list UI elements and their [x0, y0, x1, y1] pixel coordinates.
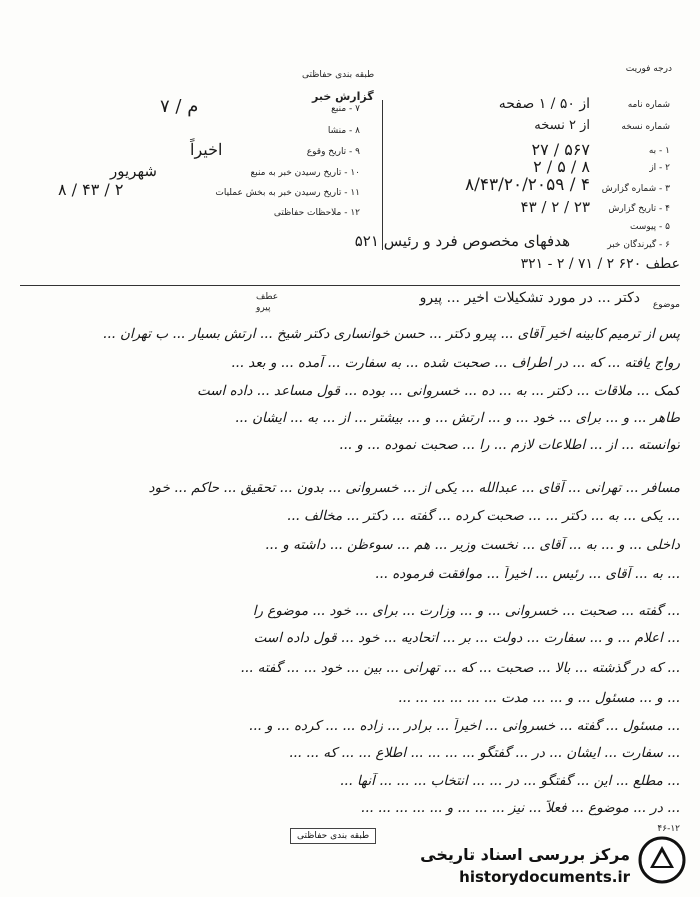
field-recipients-label: ۶ - گیرندگان خبر [607, 240, 670, 250]
body-line: مسافر ... تهرانی ... آقای ... عبدالله ... یکی از ... خسروانی ... بدون ... تحقیق ... حاکم ... خود [148, 480, 680, 496]
body-line: ... سفارت ... ایشان ... در ... گفتگو ... ... ... ... اطلاع ... ... که ... ... [288, 745, 680, 761]
watermark-en: historydocuments.ir [459, 868, 630, 886]
field-source-value: ۷ / م [160, 96, 199, 117]
field-ops-receive-date-value: ۸ / ۴۳ / ۲ [58, 180, 124, 199]
field-ops-receive-date-label: ۱۱ - تاریخ رسیدن خبر به بخش عملیات [215, 188, 360, 198]
field-report-number-value: ۸/۴۳/۲۰/۲۰۵۹ / ۴ [464, 175, 590, 195]
page-number: ۴۶-۱۲ [657, 824, 680, 834]
body-line: ... مطلع ... این ... گفتگو ... در ... ... انتخاب ... ... ... آنها ... [339, 773, 680, 789]
field-report-number-label: ۳ - شماره گزارش [601, 184, 670, 194]
field-source-label: ۷ - منبع [331, 104, 360, 114]
field-copy-number-label: شماره نسخه [621, 122, 670, 132]
field-letter-number-label: شماره نامه [627, 100, 670, 110]
urgency-label: درجه فوریت [625, 64, 672, 74]
field-report-date-value: ۴۳ / ۲ / ۲۳ [520, 198, 590, 216]
subject-label: موضوع [652, 300, 680, 310]
field-origin-label: ۸ - منشا [327, 126, 360, 136]
field-from-value: ۲ / ۵ / ۸ [533, 157, 590, 176]
watermark-fa: مرکز بررسی اسناد تاریخی [420, 845, 630, 864]
body-line: ... به ... آقای ... رئیس ... اخیراً ... موافقت فرموده ... [375, 566, 680, 582]
body-line: توانسته ... از ... اطلاعات لازم ... را ... صحبت نموده ... و ... [339, 437, 680, 453]
field-letter-number-value: از ۵۰ / ۱ صفحه [498, 96, 590, 112]
field-from-label: ۲ - از [649, 163, 670, 173]
body-line: ... و ... مسئول ... و ... ... مدت ... ... ... ... ... ... [398, 690, 680, 706]
field-copy-number-value: از ۲ نسخه [534, 118, 590, 133]
field-to-label: ۱ - به [648, 146, 670, 156]
classification-label: طبقه بندی حفاظتی [302, 70, 375, 80]
report-title: گزارش خبر [312, 90, 374, 103]
body-line: داخلی ... و ... به ... آقای ... نخست وزیر ... هم ... سوءظن ... داشته و ... [265, 537, 680, 553]
field-source-receive-date-value: شهریور [110, 162, 157, 180]
field-source-receive-date-label: ۱۰ - تاریخ رسیدن خبر به منبع [250, 168, 360, 178]
header-divider [382, 100, 383, 250]
body-line: ... که در گذشته ... بالا ... صحبت ... که ... تهرانی ... بین ... خود ... ... گفته ... [240, 660, 680, 676]
body-line: پس از ترمیم کابینه اخیر آقای ... پیرو دکتر ... حسن خوانساری دکتر شیخ ... ارتش بسیار ... ب تهران ... [102, 326, 680, 342]
header-rule [20, 285, 680, 286]
peyro-label: پیرو [256, 303, 271, 313]
field-to-value: ۲۷ / ۵۶۷ [531, 140, 590, 159]
body-line: طاهر ... و ... برای ... خود ... و ... ارتش ... و ... بیشتر ... از ... به ... ایشان ... [234, 410, 680, 426]
field-attachment-label: ۵ - پیوست [629, 222, 670, 232]
field-recipients-value: ۵۲۱ هدفهای مخصوص فرد و رئیس [354, 232, 570, 250]
body-line: ... اعلام ... و ... سفارت ... دولت ... بر ... اتحادیه ... خود ... قول داده است [253, 630, 680, 646]
archive-logo-icon [638, 836, 686, 884]
reference-line: عطف ۶۲۰ ۲ / ۷۱ / ۲ - ۳۲۱ [520, 256, 680, 272]
field-occurrence-date-label: ۹ - تاریخ وقوع [306, 147, 360, 157]
body-line: رواج یافته ... که ... در اطراف ... صحبت شده ... به سفارت ... آمده ... و بعد ... [231, 355, 680, 371]
body-line: کمک ... ملاقات ... دکتر ... به ... ده ... خسروانی ... بوده ... قول مساعد ... داده است [196, 383, 680, 399]
body-line: ... مسئول ... گفته ... خسروانی ... اخیراً ... برادر ... زاده ... ... کرده ... و ... [248, 718, 680, 734]
body-line: ... گفته ... صحبت ... خسروانی ... و ... وزارت ... برای ... خود ... موضوع را [252, 603, 680, 619]
field-report-date-label: ۴ - تاریخ گزارش [608, 204, 670, 214]
field-occurrence-date-value: اخیراً [190, 140, 223, 159]
body-line: ... در ... موضوع ... فعلاً ... نیز ... ... ... و ... ... ... ... ... [360, 800, 680, 816]
bottom-classification-stamp: طبقه بندی حفاظتی [290, 828, 376, 844]
field-security-notes-label: ۱۲ - ملاحظات حفاظتی [273, 208, 360, 218]
subject-text: دکتر ... در مورد تشکیلات اخیر ... پیرو [419, 290, 640, 306]
atf-label: عطف [256, 292, 279, 302]
body-line: ... یکی ... به ... دکتر ... ... صحبت کرده ... گفته ... دکتر ... مخالف ... [286, 508, 680, 524]
